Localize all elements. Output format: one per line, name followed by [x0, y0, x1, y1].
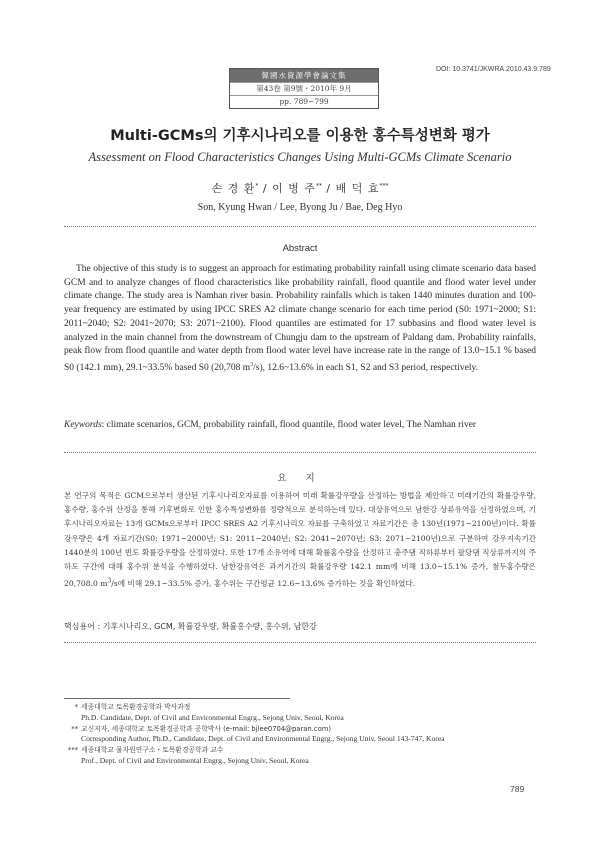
footnote-1: * 세종대학교 토목환경공학과 박사과정	[74, 703, 191, 711]
author-2: 이 병 주	[272, 182, 316, 195]
keywords-list: : climate scenarios, GCM, probability rainfall, flood quantile, flood water level, The Namhan river	[101, 420, 477, 430]
abstract-text	[64, 263, 536, 376]
english-title: Assessment on Flood Characteristics Changes Using Multi-GCMs Climate Scenario	[88, 150, 512, 164]
footnote-3-en: Prof., Dept. of Civil and Environmental Engrg., Sejong Univ, Seoul, Korea	[81, 755, 309, 765]
author-3: 배 덕 효	[335, 182, 380, 195]
author-sep: /	[258, 182, 273, 195]
footnote-2-en: Corresponding Author, Ph.D., Candidate, Dept. of Civil and Environmental Engrg., Sejong Univ, Seoul 143-747, Korea	[81, 734, 445, 744]
author-1: 손 경 환	[211, 182, 256, 195]
journal-info-box	[229, 68, 379, 109]
author-2-mark: **	[315, 182, 322, 190]
keywords-label: Keywords	[64, 420, 102, 430]
korean-summary-heading: 요 지	[277, 473, 323, 484]
doi: DOI: 10.3741/JKWRA.2010.43.9.789	[436, 66, 551, 73]
korean-summary-text	[64, 489, 536, 591]
journal-pages: pp. 789~799	[230, 95, 378, 108]
page-number: 789	[510, 784, 525, 794]
abstract-heading: Abstract	[282, 243, 318, 254]
korean-authors	[0, 180, 600, 196]
footnote-1-en: Ph.D. Candidate, Dept. of Civil and Environmental Engrg., Sejong Univ, Seoul, Korea	[81, 712, 344, 722]
divider-bottom	[64, 642, 536, 643]
keywords	[64, 419, 536, 433]
abstract-body: The objective of this study is to suggest an approach for estimating probability rainfall using climate scenario data based GCM and to analyze changes of flood characteristics like probability rainfall, flood quantile and flood water level under climate change. The study area is Namhan river basin. Probability rainfalls which is taken 1440 minutes duration and 100-year frequency are estimated by using IPCC SRES A2 climate change scenario for each time period (S0: 1971~2000; S1: 2011~2040; S2: 2041~2070; S3: 2071~2100). Flood quantiles are estimated for 17 subbasins and flood water level is analyzed in the main channel from the downstream of Chungju dam to the upstream of Paldang dam. Probability rainfalls, peak flow from flood quantile and water depth from flood water level have increase rate in the range of 13.0~15.1 % based S0 (142.1 mm), 29.1~33.5% based S0 (20,708 $m^3/s$), 12.6~13.6% in each S1, S2 and S3 period, respectively.	[64, 264, 536, 374]
journal-name: 韓國水資源學會論文集	[230, 69, 378, 82]
korean-title: Multi-GCMs의 기후시나리오를 이용한 홍수특성변화 평가	[110, 128, 490, 144]
english-authors: Son, Kyung Hwan / Lee, Byong Ju / Bae, Deg Hyo	[197, 202, 403, 213]
korean-keywords: 핵심용어 : 기후시나리오, GCM, 확률강우량, 확률홍수량, 홍수위, 남한강	[64, 622, 317, 631]
divider-top	[64, 226, 536, 227]
footnote-3: *** 세종대학교 물자원연구소・토목환경공학과 교수	[67, 746, 224, 755]
divider-middle	[64, 452, 536, 453]
journal-volume: 第43卷 第9號・2010年 9月	[230, 82, 378, 95]
korean-summary-body: 본 연구의 목적은 GCM으로부터 생산된 기후시나리오자료를 이용하여 미래 확률강우량을 산정하는 방법을 제안하고 미래기간의 확률강우량, 홍수량, 홍수위 산정을 통해 기후변화로 인한 홍수특성변화를 정량적으로 분석하는데 있다. 대상유역으로 남한강 상류유역을 선정하였으며, 기후시나리오자료는 13개 GCMs으로부터 IPCC SRES A2 기후시나리오 자료를 구축하였고 자료기간은 총 130년(1971~2100년)이다. 확률강우량은 4개 자료기간(S0: 1971~2000년; S1: 2011~2040년; S2: 2041~2070년; S3: 2071~2100년)으로 구분하여 강우지속기간 1440분의 100년 빈도 확률강우량을 산정하였다. 또한 17개 소유역에 대해 확률홍수량을 산정하고 충주댐 직하류부터 팔당댐 직상류까지의 주하도 구간에 대해 홍수위 분석을 수행하였다. 남한강유역은 과거기간의 확률강우량 142.1 mm에 비해 13.0~15.1% 증가, 첨두홍수량은 20,708.0 $m^3/s$에 비해 29.1~33.5% 증가, 홍수위는 구간평균 12.6~13.6% 증가하는 것을 확인하였다.	[64, 491, 536, 588]
footnote-2: ** 교신저자, 세종대학교 토목환경공학과 공학박사 (e-mail: bjlee0704@paran.com)	[71, 724, 332, 733]
author-3-mark: ***	[379, 182, 389, 190]
footnote-rule	[64, 698, 290, 699]
author-sep: /	[321, 182, 336, 195]
footnotes	[64, 702, 536, 767]
author-1-mark: *	[255, 182, 259, 190]
